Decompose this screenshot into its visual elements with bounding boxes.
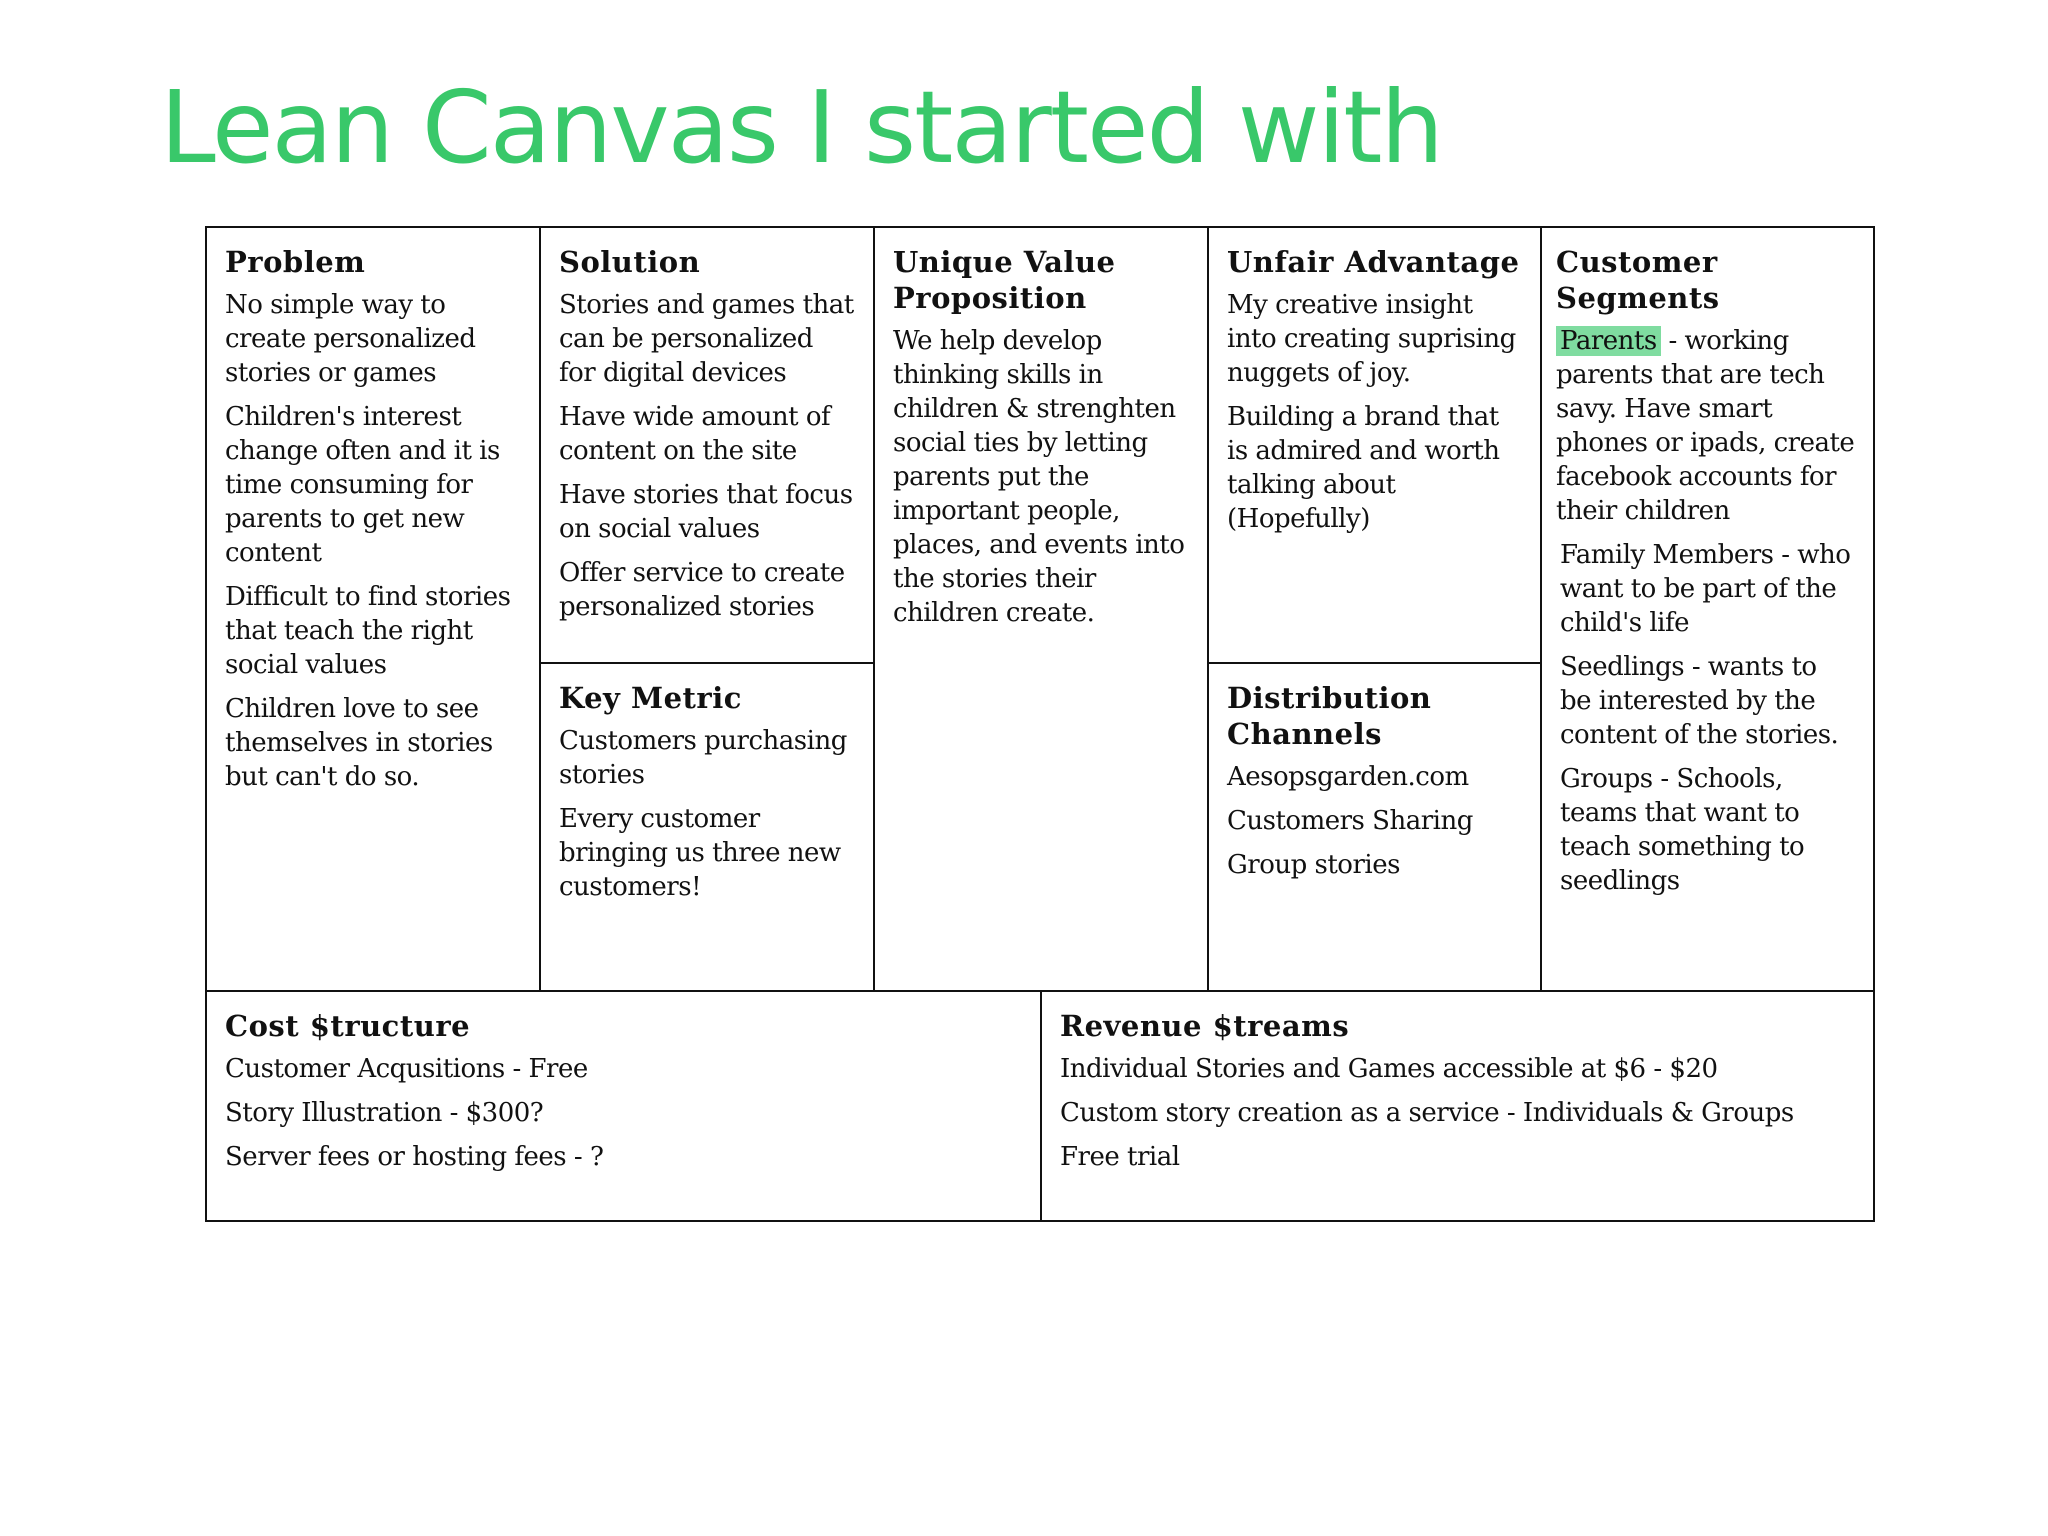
uvp-cell (875, 228, 1207, 990)
uvp-item: We help develop thinking skills in children & strenghten social ties by letting parents put the important people, places, and events into the stories their children create. (893, 326, 1185, 628)
lean-canvas (205, 226, 1875, 1222)
key-metric-item: Every customer bringing us three new customers! (559, 804, 841, 902)
cost-structure-item: Server fees or hosting fees - ? (225, 1142, 604, 1172)
unfair-advantage-cell (1209, 228, 1540, 662)
page-title: Lean Canvas I started with (160, 69, 1442, 186)
solution-item: Have stories that focus on social values (559, 480, 853, 544)
customer-segments-item: Seedlings - wants to be interested by the content of the stories. (1560, 652, 1839, 750)
unfair-advantage-heading: Unfair Advantage (1227, 245, 1520, 279)
cost-structure-item: Story Illustration - $300? (225, 1098, 544, 1128)
cost-structure-item: Customer Acqusitions - Free (225, 1054, 588, 1084)
problem-item: Children's interest change often and it is time consuming for parents to get new content (225, 402, 500, 568)
distribution-item: Group stories (1227, 850, 1400, 880)
distribution-cell (1209, 664, 1540, 990)
customer-segments-cell (1542, 228, 1873, 990)
problem-item: Children love to see themselves in stories but can't do so. (225, 694, 493, 792)
customer-segments-item: Family Members - who want to be part of the child's life (1560, 540, 1851, 638)
problem-heading: Problem (225, 245, 366, 279)
customer-segments-item: Groups - Schools, teams that want to teach something to seedlings (1560, 764, 1805, 896)
revenue-streams-item: Free trial (1060, 1142, 1180, 1172)
customer-segments-heading: Customer Segments (1556, 245, 1720, 315)
problem-item: Difficult to find stories that teach the right social values (225, 582, 511, 680)
unfair-advantage-item: Building a brand that is admired and worth talking about (Hopefully) (1227, 402, 1500, 534)
revenue-streams-item: Custom story creation as a service - Individuals & Groups (1060, 1098, 1794, 1128)
solution-item: Have wide amount of content on the site (559, 402, 831, 466)
distribution-item: Customers Sharing (1227, 806, 1473, 836)
uvp-heading: Unique Value Proposition (893, 245, 1116, 315)
solution-item: Stories and games that can be personalized for digital devices (559, 290, 854, 388)
revenue-streams-item: Individual Stories and Games accessible at $6 - $20 (1060, 1054, 1718, 1084)
highlighted-text: Parents (1556, 326, 1661, 356)
unfair-advantage-item: My creative insight into creating suprising nuggets of joy. (1227, 290, 1516, 388)
customer-segments-item-text: - working parents that are tech savy. Have smart phones or ipads, create facebook accounts for their children (1556, 326, 1855, 526)
solution-heading: Solution (559, 245, 701, 279)
cost-structure-cell (207, 992, 1040, 1222)
revenue-streams-heading: Revenue $treams (1060, 1009, 1350, 1043)
solution-cell (541, 228, 873, 662)
solution-item: Offer service to create personalized stories (559, 558, 845, 622)
revenue-streams-cell (1042, 992, 1873, 1222)
problem-cell (207, 228, 541, 990)
key-metric-cell (541, 664, 873, 990)
key-metric-item: Customers purchasing stories (559, 726, 847, 790)
distribution-item: Aesopsgarden.com (1227, 762, 1469, 792)
key-metric-heading: Key Metric (559, 681, 742, 715)
distribution-heading: Distribution Channels (1227, 681, 1432, 751)
problem-item: No simple way to create personalized stories or games (225, 290, 476, 388)
customer-segments-item (1556, 324, 1855, 528)
cost-structure-heading: Cost $tructure (225, 1009, 471, 1043)
